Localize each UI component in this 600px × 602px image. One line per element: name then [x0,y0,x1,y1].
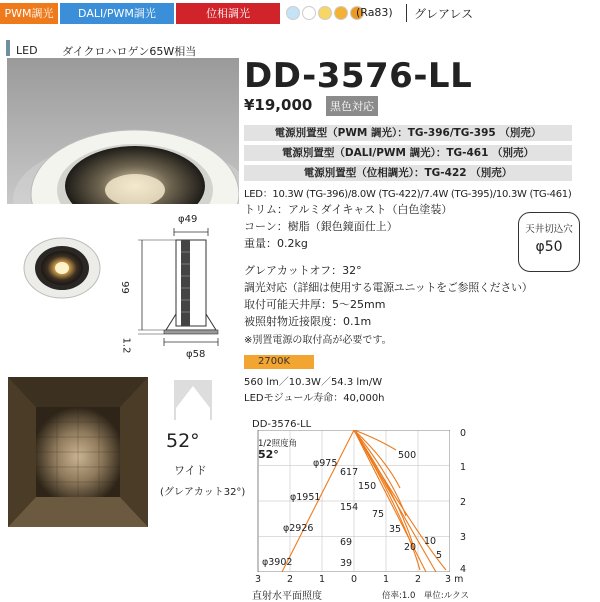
bottom-tick-3: 1 [319,574,326,585]
dim-bottom-diameter: φ58 [186,349,206,360]
curve-lux-35: 35 [389,524,402,535]
led-accent-bar [6,40,10,56]
wide-beam-icon [174,380,212,420]
spec-glare-cutoff: グレアカットオフ：32° [244,264,362,277]
lamp-equivalent: ダイクロハロゲン65W相当 [62,45,197,58]
dali-pwm-badge: DALI/PWM調光 [60,3,174,24]
center-lux-2: 154 [340,502,359,513]
price: ¥19,000 [244,96,313,114]
half-angle-value: 52° [258,448,279,461]
diagram-title: DD-3576-LL [252,419,312,430]
power-supply-pwm: 電源別置型（PWM 調光）：TG-396/TG-395 （別売） [244,125,572,141]
ceiling-cutout [518,212,580,272]
power-supply-dali: 電源別置型（DALI/PWM 調光）：TG-461 （別売） [244,145,572,161]
curve-lux-75: 75 [372,509,385,520]
diameter-1: φ975 [313,458,338,469]
model-number: DD-3576-LL [244,56,473,96]
color-dot-3 [318,6,332,20]
bottom-tick-5: 1 [383,574,390,585]
light-distribution-diagram [250,430,450,572]
spec-proximity: 被照射物近接限度：0.1m [244,315,372,328]
beam-angle: 52° [166,430,200,452]
spec-ceiling-thickness: 取付可能天井厚：5～25mm [244,298,386,311]
spec-weight: 重量：0.2kg [244,237,308,250]
glareless-label: グレアレス [414,7,474,21]
spec-life: LEDモジュール寿命：40,000h [244,393,385,404]
spec-trim: トリム：アルミダイキャスト（白色塗装） [244,203,453,216]
ra-value: (Ra83) [356,6,393,19]
right-tick-3: 3 [460,532,467,543]
led-tag: LED [16,44,38,57]
bottom-tick-1: 3 [255,574,262,585]
spec-led-power: LED：10.3W (TG-396)/8.0W (TG-422)/7.4W (TG-395)/10.3W (TG-461) [244,189,572,200]
color-temp-dots [286,6,364,20]
color-dot-2 [302,6,316,20]
bottom-tick-6: 2 [415,574,422,585]
color-temp-badge: 2700K [244,355,314,369]
center-lux-4: 39 [340,558,353,569]
center-lux-1: 617 [340,467,359,478]
power-supply-phase: 電源別置型（位相調光）：TG-422 （別売） [244,165,572,181]
beam-name: ワイド [174,464,207,477]
dim-flange: 1.2 [120,337,132,354]
beam-glare-cut: (グレアカット32°) [160,487,246,498]
curve-lux-5: 5 [436,550,443,561]
diameter-4: φ3902 [262,557,293,568]
bottom-tick-2: 2 [287,574,294,585]
pwm-badge: PWM調光 [0,3,58,24]
center-lux-3: 69 [340,537,353,548]
diagram-footer-right: 倍率:1.0 単位:ルクス [382,591,469,601]
curve-lux-150: 150 [358,481,377,492]
color-dot-1 [286,6,300,20]
spec-note: ※別置電源の取付高が必要です。 [244,335,392,346]
diameter-3: φ2926 [283,523,314,534]
bottom-tick-7: 3 m [445,574,464,585]
cutout-value: φ50 [535,239,563,255]
dimension-drawing [132,218,240,366]
diameter-2: φ1951 [290,492,321,503]
dim-top-diameter: φ49 [178,214,198,225]
right-tick-0: 0 [460,428,467,439]
spec-cone: コーン：樹脂（銀色鏡面仕上） [244,220,398,233]
phase-badge: 位相調光 [176,3,280,24]
cutout-label: 天井切込穴 [525,224,573,235]
lamp-front-photo [8,222,112,308]
black-option-tag: 黒色対応 [326,96,378,116]
product-photo [7,58,239,204]
curve-lux-10: 10 [424,536,437,547]
right-tick-1: 1 [460,462,467,473]
header-divider [406,4,407,22]
spec-dimming-note: 調光対応（詳細は使用する電源ユニットをご参照ください） [244,281,533,294]
spec-lumen: 560 lm／10.3W／54.3 lm/W [244,377,383,388]
half-angle-label: 1/2照度角 [258,439,298,449]
room-light-photo [8,377,148,527]
bottom-tick-4: 0 [351,574,358,585]
curve-lux-500: 500 [398,450,417,461]
diagram-footer-left: 直射水平面照度 [252,591,322,602]
color-dot-4 [334,6,348,20]
right-tick-2: 2 [460,497,467,508]
right-tick-4: 4 [460,564,467,575]
dim-height: 99 [118,281,130,294]
curve-lux-20: 20 [404,542,417,553]
